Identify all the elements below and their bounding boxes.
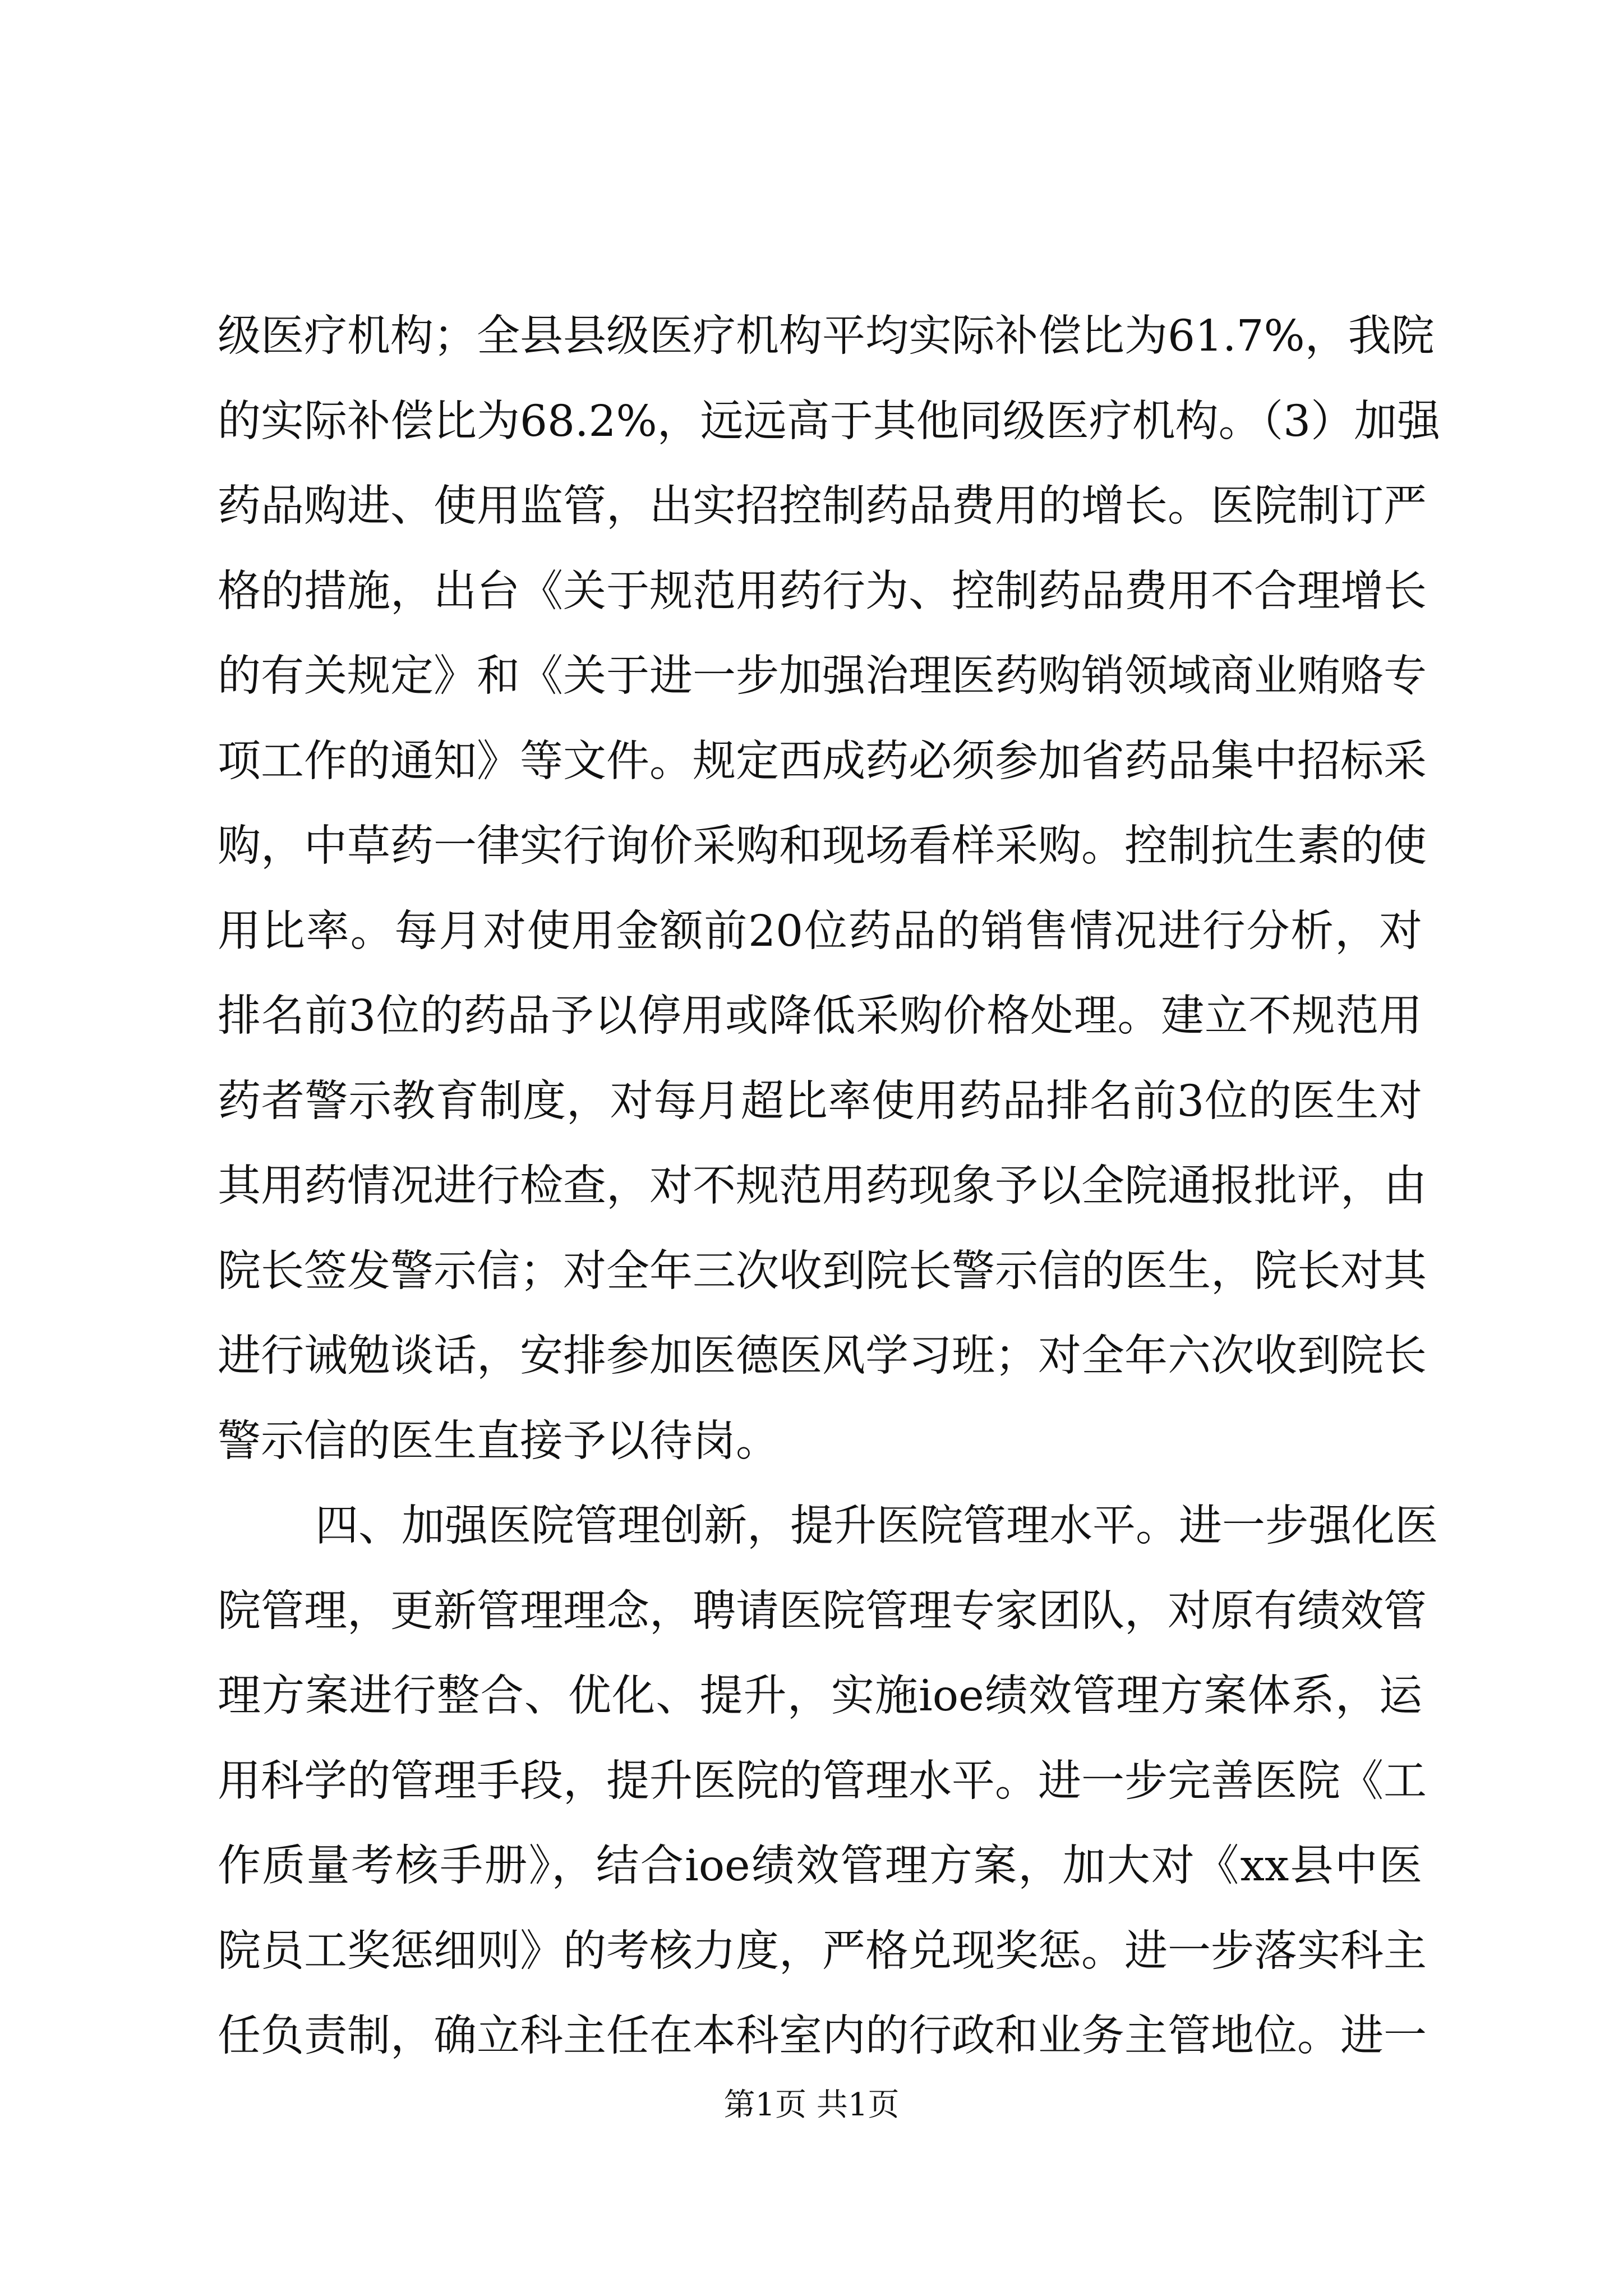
text-line: 购，中草药一律实行询价采购和现场看样采购。控制抗生素的使 — [218, 821, 1427, 871]
text-line: 作质量考核手册》，结合ioe绩效管理方案，加大对《xx县中医 — [218, 1841, 1422, 1891]
text-line: 药品购进、使用监管，出实招控制药品费用的增长。医院制订严 — [218, 481, 1427, 531]
text-line: 警示信的医生直接予以待岗。 — [218, 1416, 779, 1466]
text-line: 项工作的通知》等文件。规定西成药必须参加省药品集中招标采 — [218, 736, 1427, 786]
text-line: 的有关规定》和《关于进一步加强治理医药购销领域商业贿赂专 — [218, 651, 1427, 701]
paragraph — [218, 294, 1441, 1484]
text-line: 排名前3位的药品予以停用或降低采购价格处理。建立不规范用 — [218, 991, 1422, 1041]
text-line: 其用药情况进行检查，对不规范用药现象予以全院通报批评，由 — [218, 1161, 1427, 1211]
text-line: 药者警示教育制度，对每月超比率使用药品排名前3位的医生对 — [218, 1076, 1422, 1126]
text-line: 理方案进行整合、优化、提升，实施ioe绩效管理方案体系，运 — [218, 1671, 1422, 1721]
text-line: 院长签发警示信；对全年三次收到院长警示信的医生，院长对其 — [218, 1246, 1427, 1296]
text-line: 进行诫勉谈话，安排参加医德医风学习班；对全年六次收到院长 — [218, 1331, 1427, 1381]
text-line: 院员工奖惩细则》的考核力度，严格兑现奖惩。进一步落实科主 — [218, 1926, 1427, 1976]
text-line: 四、加强医院管理创新，提升医院管理水平。进一步强化医 — [315, 1501, 1438, 1551]
text-line: 的实际补偿比为68.2%，远远高于其他同级医疗机构。（3）加强 — [218, 396, 1441, 447]
text-line: 级医疗机构；全县县级医疗机构平均实际补偿比为61.7%，我院 — [218, 311, 1435, 361]
text-line: 格的措施，出台《关于规范用药行为、控制药品费用不合理增长 — [218, 566, 1427, 616]
page-number-footer: 第1页 共1页 — [723, 2087, 900, 2123]
paragraph — [218, 1484, 1438, 2079]
text-line: 任负责制，确立科主任在本科室内的行政和业务主管地位。进一 — [218, 2011, 1427, 2061]
text-line: 院管理，更新管理理念，聘请医院管理专家团队，对原有绩效管 — [218, 1586, 1427, 1636]
document-body — [218, 294, 1441, 2079]
text-line: 用科学的管理手段，提升医院的管理水平。进一步完善医院《工 — [218, 1756, 1427, 1806]
text-line: 用比率。每月对使用金额前20位药品的销售情况进行分析，对 — [218, 906, 1422, 956]
